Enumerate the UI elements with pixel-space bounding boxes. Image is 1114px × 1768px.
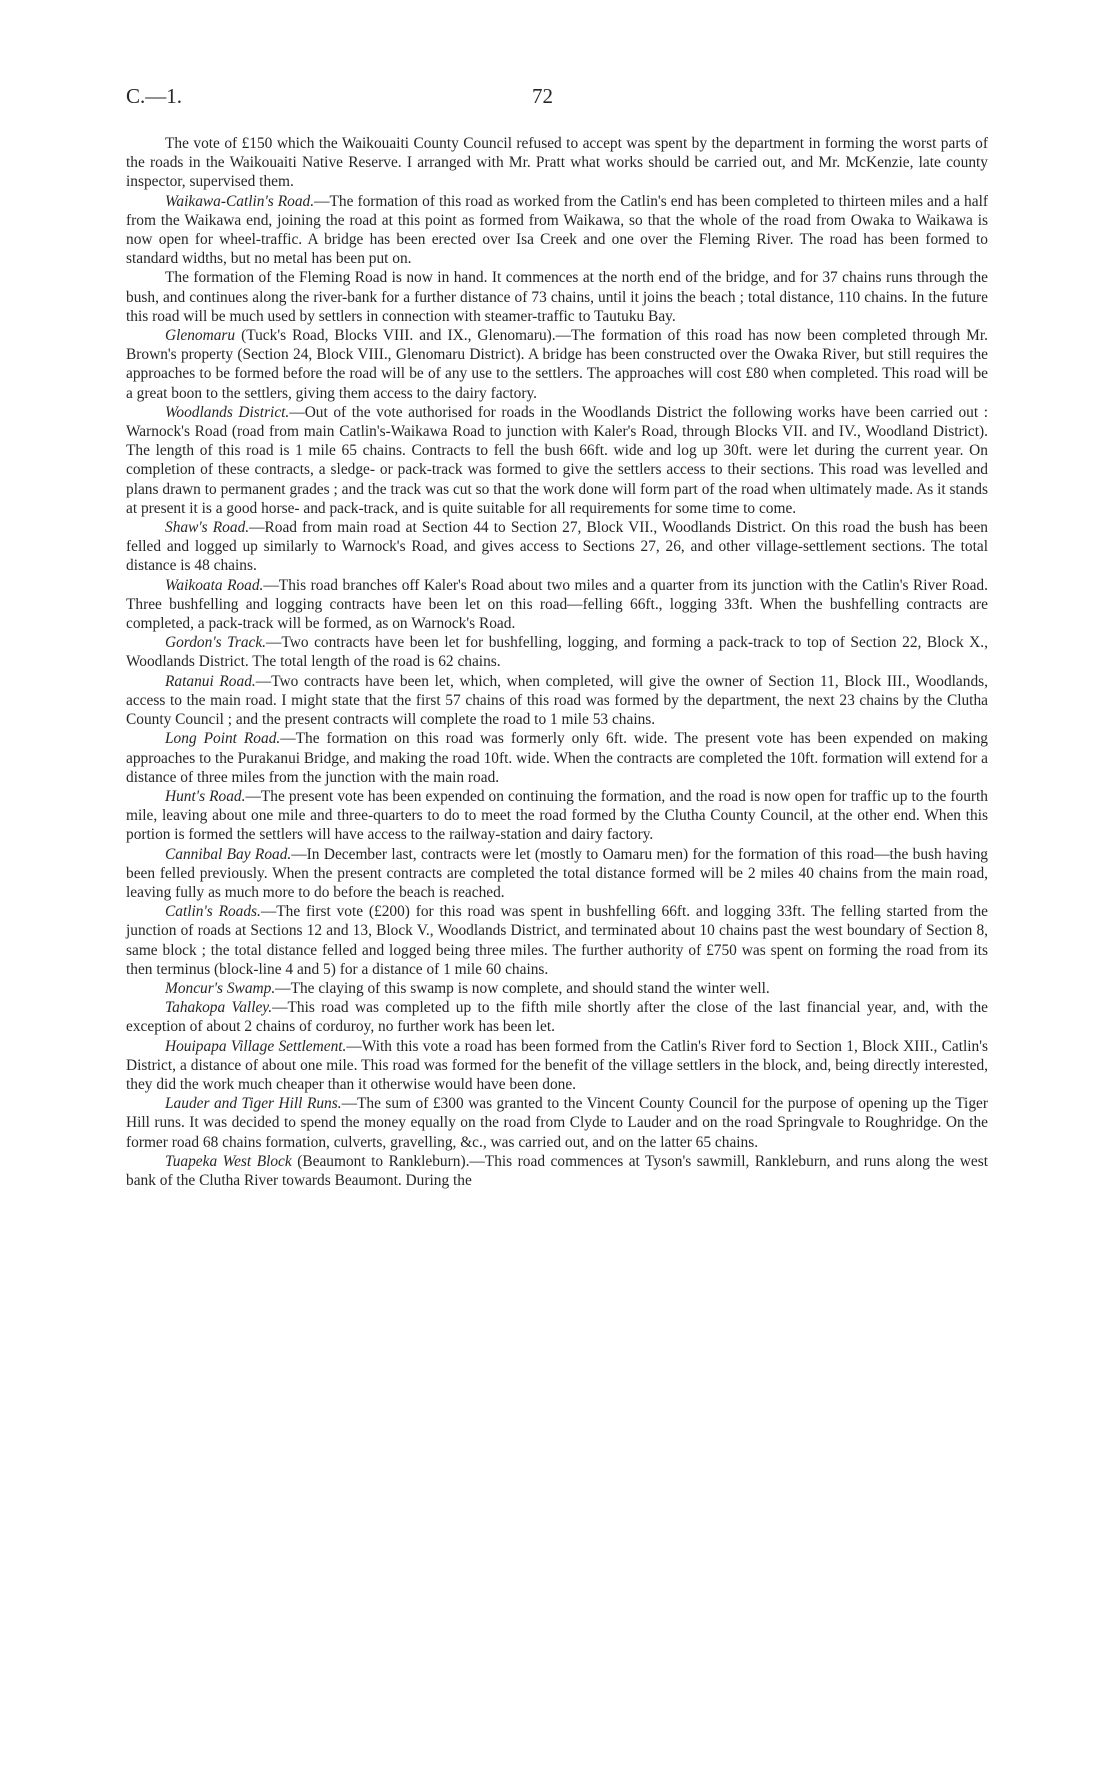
paragraph-title: Tahakopa Valley. [165,999,273,1017]
paragraph-text: The vote of £150 which the Waikouaiti County Council refused to accept was spent by the department in forming the worst parts of the roads in the Waikouaiti Native Reserve. I arranged with Mr. Pratt what works should be carried out, and Mr. McKenzie, late county inspector, supervised them. [126,135,988,191]
paragraph-text: —Two contracts have been let for bushfelling, logging, and forming a pack-track to top of Section 22, Block X., Woodlands District. The total length of the road is 62 chains. [126,634,988,671]
paragraph [126,902,988,979]
paragraph-text: —In December last, contracts were let (mostly to Oamaru men) for the formation of this road—the bush having been felled previously. When the present contracts are completed the total distance formed will be 2 miles 40 chains from the main road, leaving fully as much more to do before the beach is reached. [126,845,988,901]
paragraph-title: Waikoata Road. [165,576,264,594]
paragraph-title: Ratanui Road. [165,672,256,690]
paragraph-title: Glenomaru [165,327,236,345]
paragraph [126,672,988,730]
page-header [126,84,988,114]
page-number: 72 [532,84,553,108]
paragraph-text: —With this vote a road has been formed from the Catlin's River ford to Section 1, Block XIII., Catlin's District, a distance of about one mile. This road was formed for the benefit of the village settlers in the block, and, being directly interested, they did the work much cheaper than it otherwise would have been done. [126,1037,988,1093]
paragraph [126,268,988,326]
paragraph-title: Waikawa-Catlin's Road. [165,192,315,210]
paragraph-text: —The sum of £300 was granted to the Vincent County Council for the purpose of opening up the Tiger Hill runs. It was decided to spend the money equally on the road from Clyde to Lauder and on the road Springvale to Roughridge. On the former road 68 chains formation, culverts, gravelling, &c., was carried out, and on the latter 65 chains. [126,1095,988,1151]
paragraph [126,998,988,1036]
paragraph-text: —The formation on this road was formerly only 6ft. wide. The present vote has been expended on making approaches to the Purakanui Bridge, and making the road 10ft. wide. When the contracts are completed the 10ft. formation will extend for a distance of three miles from the junction with the main road. [126,730,988,786]
paragraph [126,979,988,998]
paragraph-title: Shaw's Road. [165,519,250,537]
paragraph-text: —This road was completed up to the fifth mile shortly after the close of the last financial year, and, with the exception of about 2 chains of corduroy, no further work has been let. [126,999,988,1036]
paragraph [126,518,988,576]
paragraph-title: Hunt's Road. [165,787,246,805]
paragraph [126,729,988,787]
paragraph-title: Gordon's Track. [165,634,267,652]
paragraph [126,403,988,518]
paragraph-title: Moncur's Swamp. [165,979,276,997]
paragraph-title: Long Point Road. [165,730,281,748]
paragraph-text: The formation of the Fleming Road is now in hand. It commences at the north end of the bridge, and for 37 chains runs through the bush, and continues along the river-bank for a further distance of 73 chains, until it joins the beach ; total distance, 110 chains. In the future this road will be much used by settlers in connection with steamer-traffic to Tautuku Bay. [126,269,988,325]
paragraph-title: Houipapa Village Settlement. [165,1037,347,1055]
paragraph-text: —This road branches off Kaler's Road about two miles and a quarter from its junction with the Catlin's River Road. Three bushfelling and logging contracts have been let on this road—felling 66ft., logging 33ft. When the bushfelling contracts are completed, a pack-track will be formed, as on Warnock's Road. [126,576,988,633]
document-reference: C.—1. [126,84,183,108]
report-body [126,134,988,1190]
paragraph-text: —Road from main road at Section 44 to Section 27, Block VII., Woodlands District. On this road the bush has been felled and logged up similarly to Warnock's Road, and gives access to Sections 27, 26, and other village-settlement sections. The total distance is 48 chains. [126,519,988,575]
paragraph [126,576,988,634]
paragraph-title: Lauder and Tiger Hill Runs. [165,1095,342,1113]
paragraph-text: —Out of the vote authorised for roads in the Woodlands District the following works have been carried out : Warnock's Road (road from main Catlin's-Waikawa Road to junction with Kaler's Road, through Blocks VII. and IV., Woodland District). The length of this road is 1 mile 65 chains. Contracts to fell the bush 66ft. wide and log up 30ft. were let during the current year. On completion of these contracts, a sledge- or pack-track was formed to give the settlers access to their sections. This road was levelled and plans drawn to permanent grades ; and the track was cut so that the work done will form part of the road when ultimately made. As it stands at present it is a good horse- and pack-track, and is quite suitable for all requirements for some time to come. [126,403,988,517]
paragraph-text: —The first vote (£200) for this road was spent in bushfelling 66ft. and logging 33ft. The felling started from the junction of roads at Sections 12 and 13, Block V., Woodlands District, and terminated about 10 chains past the west boundary of Section 8, same block ; the total distance felled and logged being three miles. The further authority of £750 was spent on forming the road from its then terminus (block-line 4 and 5) for a distance of 1 mile 60 chains. [126,903,988,978]
paragraph-title: Catlin's Roads. [165,903,261,921]
paragraph [126,192,988,269]
paragraph [126,1094,988,1152]
paragraph-text: —The claying of this swamp is now complete, and should stand the winter well. [275,979,770,997]
paragraph-text: —The present vote has been expended on continuing the formation, and the road is now open for traffic up to the fourth mile, leaving about one mile and three-quarters to do to meet the road formed by the Clutha County Council, at the other end. When this portion is formed the settlers will have access to the railway-station and dairy factory. [126,787,988,844]
paragraph [126,1152,988,1190]
paragraph-title: Woodlands District. [165,403,290,421]
paragraph-text: —The formation of this road as worked from the Catlin's end has been completed to thirteen miles and a half from the Waikawa end, joining the road at this point as formed from Waikawa, so that the whole of the road from Owaka to Waikawa is now open for wheel-traffic. A bridge has been erected over Isa Creek and one over the Fleming River. The road has been formed to standard widths, but no metal has been put on. [126,192,988,268]
paragraph-text: —Two contracts have been let, which, when completed, will give the owner of Section 11, Block III., Woodlands, access to the main road. I might state that the first 57 chains of this road was formed by the department, the next 23 chains by the Clutha County Council ; and the present contracts will complete the road to 1 mile 53 chains. [126,672,988,729]
paragraph [126,845,988,903]
paragraph-title: Cannibal Bay Road. [165,845,292,863]
paragraph [126,134,988,192]
paragraph-title: Tuapeka West Block [165,1152,292,1170]
paragraph [126,1037,988,1095]
paragraph-text: (Tuck's Road, Blocks VIII. and IX., Glenomaru).—The formation of this road has now been completed through Mr. Brown's property (Section 24, Block VIII., Glenomaru District). A bridge has been constructed over the Owaka River, but still requires the approaches to be formed before the road will be of any use to the settlers. The approaches will cost £80 when completed. This road will be a great boon to the settlers, giving them access to the dairy factory. [126,327,988,402]
paragraph [126,326,988,403]
paragraph-text: (Beaumont to Rankleburn).—This road commences at Tyson's sawmill, Rankleburn, and runs along the west bank of the Clutha River towards Beaumont. During the [126,1152,988,1189]
paragraph [126,633,988,671]
paragraph [126,787,988,845]
